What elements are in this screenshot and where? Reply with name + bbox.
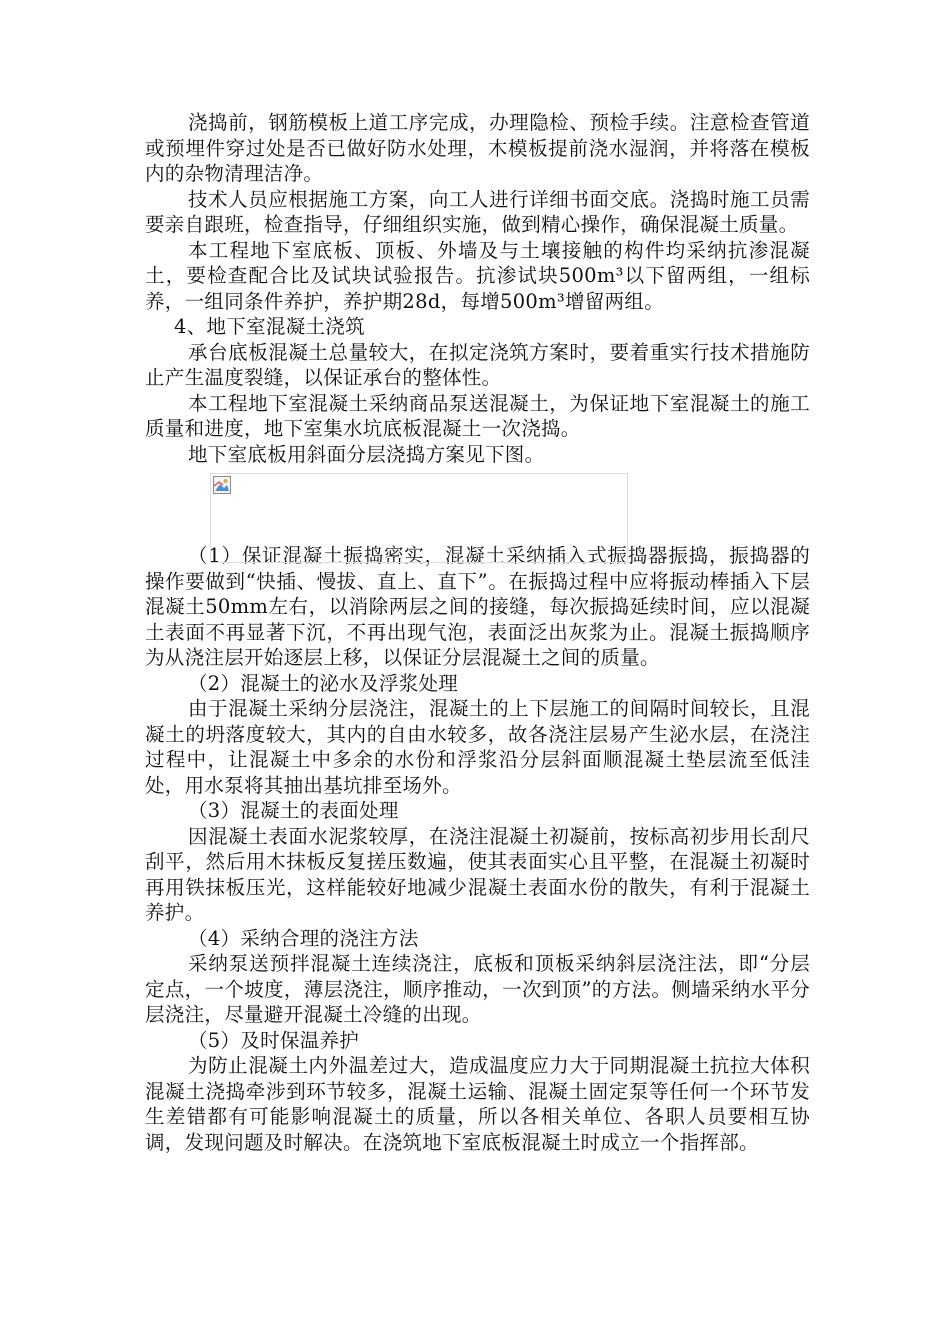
subheading-pour-method: （4）采纳合理的浇注方法 <box>188 926 419 950</box>
paragraph-bleeding-water: 由于混凝土采纳分层浇注，混凝土的上下层施工的间隔时间较长，且混凝土的坍落度较大，其内的自由水较多，故各浇注层易产生泌水层，在浇注过程中，让混凝土中多余的水份和浮浆沿分层斜面顺混凝土垫层流至低洼处，用水泵将其抽出基坑排至场外。 <box>145 697 810 797</box>
paragraph-technical-briefing: 技术人员应根据施工方案，向工人进行详细书面交底。浇捣时施工员需要亲自跟班，检查指导，仔细组织实施，做到精心操作，确保混凝土质量。 <box>145 187 810 236</box>
document-body <box>145 110 810 1155</box>
paragraph-pre-pour-check: 浇捣前，钢筋模板上道工序完成，办理隐检、预检手续。注意检查管道或预埋件穿过处是否已做好防水处理，木模板提前浇水湿润，并将落在模板内的杂物清理洁净。 <box>145 111 810 185</box>
paragraph-pumped-concrete: 本工程地下室混凝土采纳商品泵送混凝土，为保证地下室混凝土的施工质量和进度，地下室集水坑底板混凝土一次浇捣。 <box>145 391 810 440</box>
paragraph-slab-volume: 承台底板混凝土总量较大，在拟定浇筑方案时，要着重实行技术措施防止产生温度裂缝，以保证承台的整体性。 <box>145 340 810 389</box>
layering-scheme-figure <box>210 473 628 563</box>
paragraph-curing: 为防止混凝土内外温差过大，造成温度应力大于同期混凝土抗拉大体积混凝土浇捣牵涉到环节较多，混凝土运输、混凝土固定泵等任何一个环节发生差错都有可能影响混凝土的质量，所以各相关单位、各职人员要相互协调，发现问题及时解决。在浇筑地下室底板混凝土时成立一个指挥部。 <box>145 1054 810 1154</box>
section-heading-basement-pour: 4、地下室混凝土浇筑 <box>174 315 365 338</box>
subheading-curing: （5）及时保温养护 <box>188 1028 360 1052</box>
subheading-surface-treatment: （3）混凝土的表面处理 <box>188 799 399 822</box>
broken-image-icon <box>213 476 231 494</box>
paragraph-vibration: （1）保证混凝土振捣密实，混凝土采纳插入式振捣器振捣，振捣器的操作要做到“快插、慢拔、直上、直下”。在振捣过程中应将振动棒插入下层混凝土50mm左右，以消除两层之间的接缝，每次振捣延续时间，应以混凝土表面不再显著下沉，不再出现气泡，表面泛出灰浆为止。混凝土振捣顺序为从浇注层开始逐层上移，以保证分层混凝土之间的质量。 <box>145 544 810 669</box>
paragraph-pour-method: 采纳泵送预拌混凝土连续浇注，底板和顶板采纳斜层浇注法，即“分层定点，一个坡度，薄层浇注，顺序推动，一次到顶”的方法。侧墙采纳水平分层浇注，尽量避开混凝土冷缝的出现。 <box>145 952 810 1026</box>
subheading-bleeding-water: （2）混凝土的泌水及浮浆处理 <box>188 671 459 695</box>
paragraph-impermeable-concrete: 本工程地下室底板、顶板、外墙及与土壤接触的构件均采纳抗渗混凝土，要检查配合比及试块试验报告。抗渗试块500m³以下留两组，一组标养，一组同条件养护，养护期28d，每增500m³增留两组。 <box>145 238 810 313</box>
content-after-figure <box>145 543 810 1155</box>
paragraph-surface-treatment: 因混凝土表面水泥浆较厚，在浇注混凝土初凝前，按标高初步用长刮尺刮平，然后用木抹板反复搓压数遍，使其表面实心且平整，在混凝土初凝时再用铁抹板压光，这样能较好地减少混凝土表面水份的散失，有利于混凝土养护。 <box>145 824 810 924</box>
paragraph-layering-scheme: 地下室底板用斜面分层浇捣方案见下图。 <box>188 442 545 466</box>
